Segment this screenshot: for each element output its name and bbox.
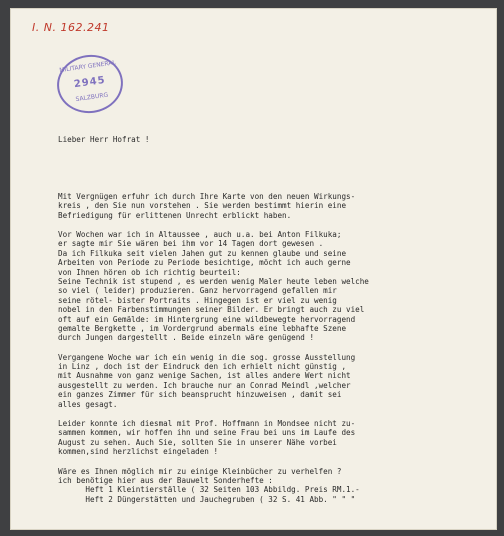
- text-line: alles gesagt.: [58, 399, 118, 409]
- text-line: mit Ausnahme von ganz wenige Sachen, ist alles andere Wert nicht: [58, 371, 351, 381]
- text-line: Befriedigung für erlittenen Unrecht erblickt haben.: [58, 210, 292, 220]
- paragraph: [58, 467, 488, 505]
- archive-stamp: [53, 51, 126, 118]
- salutation: Lieber Herr Hofrat !: [58, 134, 150, 144]
- text-line: sammen kommen, wir hoffen ihn und seine Frau bei uns im Laufe des: [58, 428, 356, 438]
- text-line: Arbeiten von Periode zu Periode besichtige, möcht ich auch gerne: [58, 258, 351, 268]
- stamp-bottom-text: SALZBURG: [75, 91, 109, 104]
- archive-reference-number: I. N. 162.241: [32, 21, 110, 34]
- letter-body: [58, 116, 488, 514]
- text-line: Da ich Filkuka seit vielen Jahen gut zu kennen glaube und seine: [58, 248, 347, 258]
- text-line: er sagte mir Sie wären bei ihm vor 14 Tagen dort gewesen .: [58, 239, 324, 249]
- text-line: durch Jungen dargestellt . Beide einzeln wäre genügend !: [58, 333, 315, 343]
- text-line: Vergangene Woche war ich ein wenig in die sog. grosse Ausstellung: [58, 352, 356, 362]
- paragraphs: [58, 192, 488, 504]
- text-line: kreis , den Sie nun vorstehen . Sie werden bestimmt hierin eine: [58, 201, 347, 211]
- text-line: seine rötel- bister Portraits . Hingegen ist er viel zu wenig: [58, 295, 337, 305]
- text-line: Heft 1 Kleintierställe ( 32 Seiten 103 Abbildg. Preis RM.1.-: [58, 485, 360, 495]
- paragraph: [58, 353, 488, 409]
- text-line: August zu sehen. Auch Sie, sollten Sie in unserer Nähe vorbei: [58, 437, 337, 447]
- text-line: Vor Wochen war ich in Altaussee , auch u.a. bei Anton Filkuka;: [58, 230, 342, 239]
- text-line: Seine Technik ist stupend , es werden wenig Maler heute leben welche: [58, 276, 369, 286]
- text-line: Mit Vergnügen erfuhr ich durch Ihre Karte von den neuen Wirkungs-: [58, 191, 356, 201]
- text-line: ich benötige hier aus der Bauwelt Sonderhefte :: [58, 475, 273, 485]
- text-line: Leider konnte ich diesmal mit Prof. Hoffmann in Mondsee nicht zu-: [58, 419, 356, 429]
- text-line: Wäre es Ihnen möglich mir zu einige Kleinbücher zu verhelfen ?: [58, 466, 342, 476]
- text-line: in Linz , doch ist der Eindruck den ich erhielt nicht günstig ,: [58, 362, 347, 372]
- text-line: nobel in den Farbenstimmungen seiner Bilder. Er bringt auch zu viel: [58, 305, 365, 315]
- paragraph: [58, 419, 488, 457]
- text-line: ausgestellt zu werden. Ich brauche nur an Conrad Meindl ,welcher: [58, 380, 351, 390]
- stamp-ring-text: MILITARY GENERAL: [58, 59, 117, 75]
- text-line: oft auf ein Gemälde: im Hintergrung eine wildbewegte hervorragend: [58, 314, 356, 324]
- text-line: Heft 2 Düngerstätten und Jauchegruben ( 32 S. 41 Abb. " " ": [58, 494, 356, 504]
- text-line: gemalte Bergkette , im Vordergrund abermals eine lebhafte Szene: [58, 323, 347, 333]
- text-line: ein ganzes Zimmer für sich beansprucht hinzuweisen , damit sei: [58, 390, 342, 400]
- paragraph: [58, 230, 488, 343]
- text-line: von Ihnen hören ob ich richtig beurteil:: [58, 267, 241, 277]
- text-line: kommen,sind herzlichst eingeladen !: [58, 447, 219, 457]
- paragraph: [58, 192, 488, 220]
- stamp-number: 2945: [73, 74, 107, 91]
- text-line: so viel ( leider) produzieren. Ganz hervorragend gefallen mir: [58, 286, 337, 296]
